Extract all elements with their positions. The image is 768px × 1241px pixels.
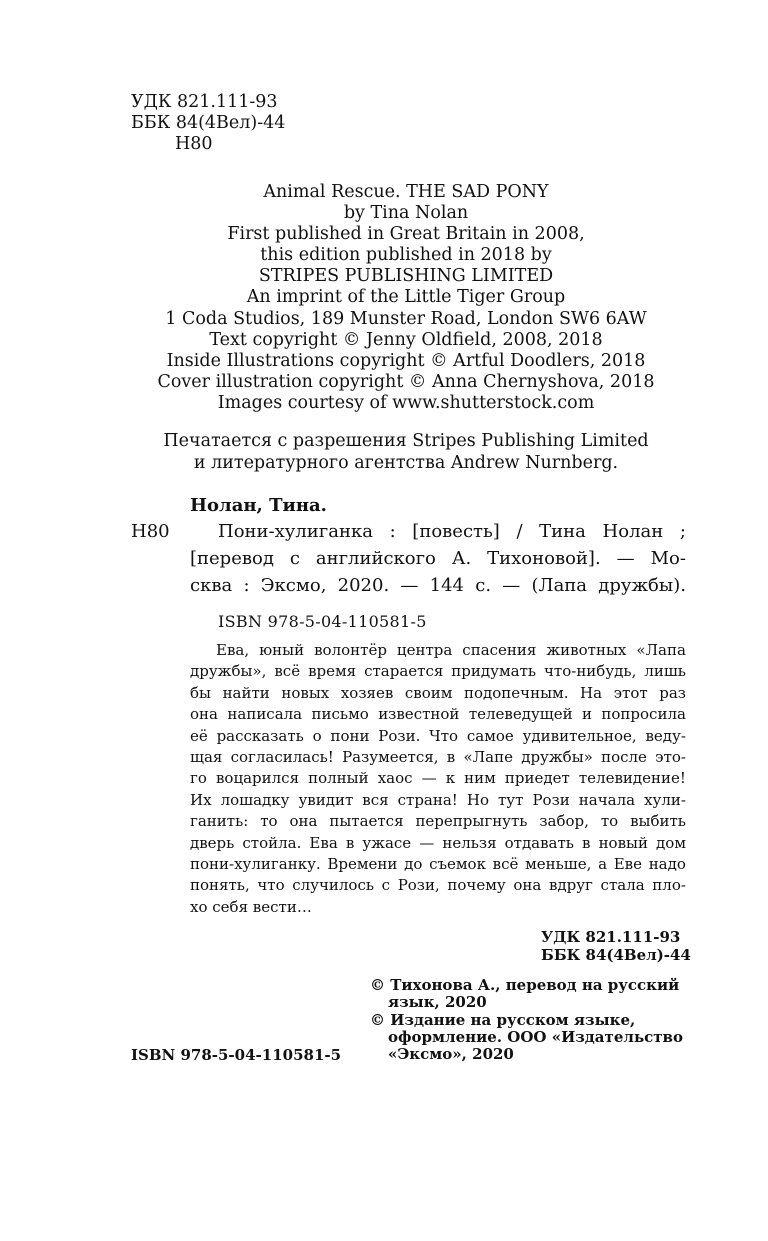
word: воцарился bbox=[215, 769, 300, 788]
word: всё bbox=[492, 855, 519, 874]
word: лошадку bbox=[220, 790, 290, 809]
word: новый bbox=[598, 833, 648, 852]
copyright-edition: © Издание на русском языке, bbox=[370, 1010, 636, 1029]
word: бы bbox=[190, 683, 211, 702]
book-annotation bbox=[190, 640, 686, 918]
word: придумать bbox=[451, 662, 537, 681]
word: то bbox=[600, 812, 619, 831]
word: ганить: bbox=[190, 812, 249, 831]
word: пони bbox=[330, 726, 370, 745]
word: центра bbox=[396, 641, 453, 659]
word: то bbox=[260, 812, 278, 831]
classification-codes bbox=[131, 92, 285, 155]
word: с bbox=[381, 876, 391, 895]
word: животных bbox=[546, 641, 627, 659]
permission-line: Печатается с разрешения Stripes Publishing Limited bbox=[163, 431, 649, 451]
word: дружбы» bbox=[521, 748, 593, 767]
word: о bbox=[312, 726, 322, 745]
word: спасения bbox=[462, 641, 537, 659]
udk-code: УДК 821.111-93 bbox=[131, 92, 278, 112]
word: хули- bbox=[644, 790, 686, 809]
word: английского bbox=[315, 548, 436, 569]
word: дверь bbox=[190, 833, 235, 852]
word: телеведущей bbox=[468, 705, 573, 724]
word: 2020. bbox=[337, 575, 390, 596]
word: старается bbox=[364, 662, 444, 681]
word: Пони-хулиганка bbox=[218, 521, 373, 542]
catalog-isbn: ISBN 978-5-04-110581-5 bbox=[218, 612, 427, 631]
word: Времени bbox=[327, 855, 398, 874]
copyright-edition-cont2: «Эксмо», 2020 bbox=[388, 1045, 514, 1064]
word: пытается bbox=[329, 812, 404, 831]
word: «Лапе bbox=[463, 748, 513, 767]
word: отдавать bbox=[504, 833, 574, 852]
word: ним bbox=[464, 769, 496, 788]
word: стойла. bbox=[242, 833, 302, 852]
word: написала bbox=[227, 705, 303, 724]
word: забор, bbox=[539, 812, 589, 831]
word: а bbox=[598, 855, 608, 874]
copyright-edition-cont: оформление. ООО «Издательство bbox=[388, 1027, 683, 1046]
annotation-line bbox=[190, 683, 686, 704]
annotation-line bbox=[190, 640, 686, 661]
credit-line: An imprint of the Little Tiger Group bbox=[246, 287, 566, 308]
catalog-translator-line bbox=[190, 548, 686, 569]
word: : bbox=[389, 521, 396, 542]
copyright-translation-cont: язык, 2020 bbox=[388, 993, 487, 1012]
word: дружбы). bbox=[598, 575, 686, 596]
copyright-translation: © Тихонова А., перевод на русский bbox=[370, 976, 680, 994]
catalog-author: Нолан, Тина. bbox=[190, 495, 327, 516]
word: тут bbox=[498, 790, 524, 809]
credit-line: First published in Great Britain in 2008, bbox=[227, 224, 585, 245]
word: всё bbox=[274, 662, 301, 681]
word: раз bbox=[659, 683, 686, 702]
word: вся bbox=[362, 790, 389, 809]
word: волонтёр bbox=[314, 641, 387, 659]
word: она bbox=[513, 876, 542, 895]
word: 144 bbox=[429, 575, 465, 596]
word: этот bbox=[613, 683, 648, 702]
word: (Лапа bbox=[531, 575, 588, 596]
word: [повесть] bbox=[412, 521, 500, 542]
word: с bbox=[289, 548, 300, 569]
bbk-code-bottom: ББК 84(4Вел)-44 bbox=[541, 946, 691, 964]
credit-line: by Tina Nolan bbox=[343, 203, 469, 224]
annotation-last-line: хо себя вести… bbox=[190, 897, 312, 916]
word: хозяев bbox=[340, 683, 394, 702]
word: стала bbox=[600, 876, 645, 895]
word: что bbox=[257, 876, 285, 895]
permission-notice bbox=[0, 430, 768, 474]
word: На bbox=[580, 683, 603, 702]
word: в bbox=[582, 833, 591, 852]
word: приедет bbox=[504, 769, 570, 788]
word: лишь bbox=[644, 662, 686, 681]
annotation-line bbox=[190, 768, 686, 789]
credit-line: 1 Coda Studios, 189 Munster Road, London SW6 6AW bbox=[165, 308, 647, 329]
word: ужасе bbox=[362, 833, 412, 852]
annotation-lines bbox=[190, 640, 686, 897]
word: веду- bbox=[645, 726, 686, 745]
word: : bbox=[243, 575, 250, 596]
annotation-line bbox=[190, 790, 686, 811]
word: щая bbox=[190, 748, 223, 767]
word: — bbox=[400, 575, 419, 596]
word: меньше, bbox=[525, 855, 592, 874]
word: дружбы», bbox=[190, 662, 267, 681]
credit-line: Cover illustration copyright © Anna Chernyshova, 2018 bbox=[157, 371, 655, 392]
word: — bbox=[419, 833, 435, 852]
word: согласилась! bbox=[230, 748, 334, 767]
word: — bbox=[616, 548, 635, 569]
word: после bbox=[601, 748, 647, 767]
word: известной bbox=[378, 705, 460, 724]
word: пло- bbox=[652, 876, 686, 895]
word: её bbox=[190, 726, 208, 745]
annotation-line bbox=[190, 854, 686, 875]
classification-codes-bottom bbox=[541, 928, 691, 964]
word: рассказать bbox=[216, 726, 304, 745]
word: нельзя bbox=[442, 833, 497, 852]
word: [перевод bbox=[190, 548, 274, 569]
word: — bbox=[502, 575, 521, 596]
word: Ева bbox=[309, 833, 338, 852]
word: ; bbox=[679, 521, 686, 542]
word: своим bbox=[404, 683, 453, 702]
word: надо bbox=[648, 855, 686, 874]
annotation-line bbox=[190, 747, 686, 768]
word: и bbox=[582, 705, 592, 724]
credit-line: STRIPES PUBLISHING LIMITED bbox=[258, 266, 554, 287]
udk-code-bottom: УДК 821.111-93 bbox=[541, 928, 681, 946]
word: Рози bbox=[532, 790, 570, 809]
word: что-нибудь, bbox=[544, 662, 637, 681]
word: Но bbox=[466, 790, 489, 809]
word: Разумеется, bbox=[342, 748, 439, 767]
word: письмо bbox=[311, 705, 369, 724]
word: до bbox=[404, 855, 423, 874]
word: начала bbox=[578, 790, 636, 809]
word: вдруг bbox=[548, 876, 593, 895]
word: Рози, bbox=[397, 876, 440, 895]
word: Ева, bbox=[216, 641, 250, 659]
word: Тихоновой]. bbox=[487, 548, 601, 569]
word: А. bbox=[451, 548, 472, 569]
word: дом bbox=[656, 833, 686, 852]
credit-line: this edition published in 2018 by bbox=[260, 245, 552, 266]
word: страна! bbox=[397, 790, 458, 809]
word: перепрыгнуть bbox=[415, 812, 528, 831]
annotation-line bbox=[190, 726, 686, 747]
word: го bbox=[190, 769, 207, 788]
word: удивительное, bbox=[522, 726, 637, 745]
word: Мо- bbox=[650, 548, 686, 569]
catalog-title-line bbox=[218, 521, 686, 542]
word: к bbox=[445, 769, 456, 788]
bbk-code: ББК 84(4Вел)-44 bbox=[131, 113, 286, 133]
annotation-line bbox=[190, 661, 686, 682]
word: это- bbox=[655, 748, 686, 767]
isbn-bottom: ISBN 978-5-04-110581-5 bbox=[131, 1046, 342, 1064]
word: Еве bbox=[613, 855, 642, 874]
permission-line: и литературного агентства Andrew Nurnberg. bbox=[193, 453, 619, 473]
word: хаос bbox=[377, 769, 413, 788]
catalog-publisher-line bbox=[190, 575, 686, 596]
word: она bbox=[190, 705, 218, 724]
word: Что bbox=[429, 726, 459, 745]
word: съемок bbox=[429, 855, 486, 874]
word: телевидение! bbox=[578, 769, 686, 788]
annotation-line bbox=[190, 811, 686, 832]
annotation-line bbox=[190, 833, 686, 854]
credit-line: Text copyright © Jenny Oldfield, 2008, 2018 bbox=[209, 329, 603, 350]
word: подопечным. bbox=[464, 683, 569, 702]
annotation-line bbox=[190, 704, 686, 725]
original-edition-credits bbox=[0, 182, 768, 414]
word: пони-хулиганку. bbox=[190, 855, 321, 874]
word: в bbox=[345, 833, 355, 852]
word: понять, bbox=[190, 876, 250, 895]
word: почему bbox=[447, 876, 506, 895]
word: с. bbox=[475, 575, 492, 596]
credit-line: Images courtesy of www.shutterstock.com bbox=[217, 392, 595, 413]
credit-line: Inside Illustrations copyright © Artful Doodlers, 2018 bbox=[166, 350, 646, 371]
word: полный bbox=[308, 769, 369, 788]
word: попросила bbox=[601, 705, 686, 724]
word: Их bbox=[190, 790, 212, 809]
credit-line: Animal Rescue. THE SAD PONY bbox=[263, 182, 549, 202]
word: / bbox=[516, 521, 523, 542]
word: самое bbox=[466, 726, 514, 745]
word: сква bbox=[190, 575, 233, 596]
catalog-author-mark: Н80 bbox=[131, 521, 170, 542]
word: «Лапа bbox=[636, 641, 686, 659]
word: в bbox=[446, 748, 456, 767]
annotation-line bbox=[190, 875, 686, 896]
word: найти bbox=[222, 683, 270, 702]
author-mark: Н80 bbox=[175, 134, 213, 154]
word: — bbox=[421, 769, 437, 788]
word: время bbox=[308, 662, 357, 681]
word: выбить bbox=[630, 812, 686, 831]
word: Рози. bbox=[378, 726, 421, 745]
word: Эксмо, bbox=[260, 575, 327, 596]
word: новых bbox=[281, 683, 330, 702]
word: Нолан bbox=[602, 521, 664, 542]
word: юный bbox=[259, 641, 305, 659]
word: увидит bbox=[298, 790, 354, 809]
word: случилось bbox=[292, 876, 375, 895]
copyright-notices bbox=[370, 977, 683, 1063]
word: Тина bbox=[539, 521, 586, 542]
word: она bbox=[289, 812, 318, 831]
